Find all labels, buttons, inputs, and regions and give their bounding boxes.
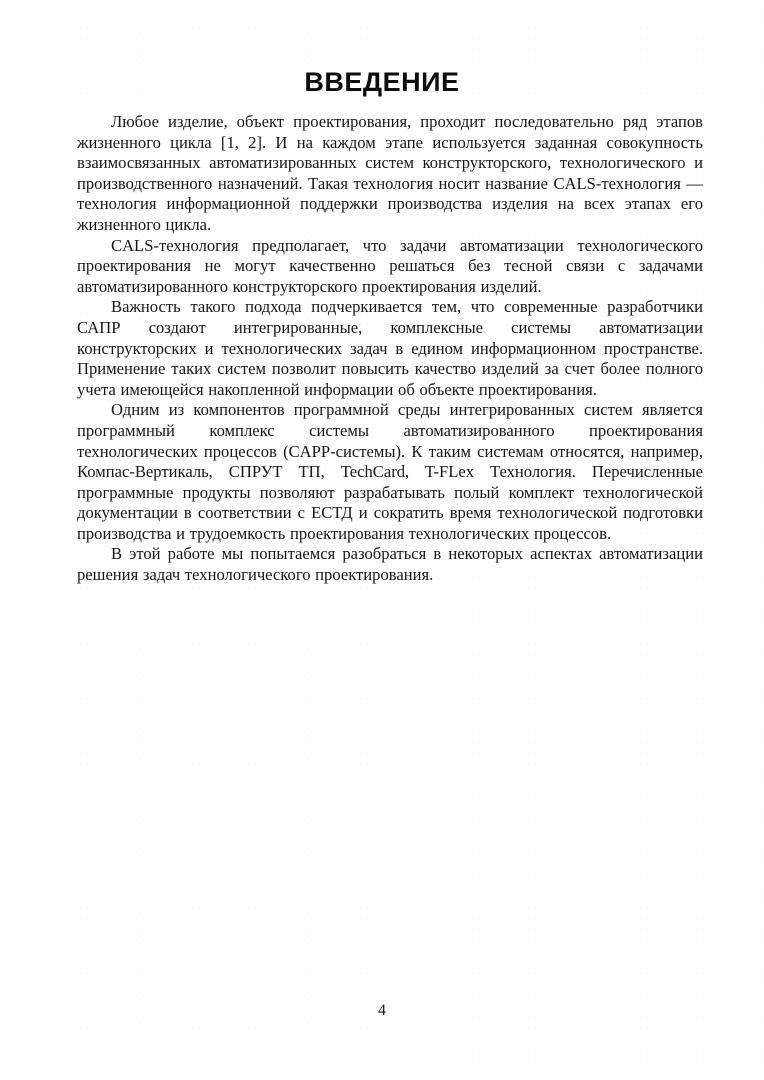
paragraph-1: Любое изделие, объект проектирования, проходит последовательно ряд этапов жизненного цикла [1, 2]. И на каждом этапе используется заданная совокупность взаимосвязанных автоматизированных систем конструкторского, технологического и производственного назначений. Такая технология носит название CALS-технология — технология информационной поддержки производства изделия на всех этапах его жизненного цикла. [77,112,703,234]
paragraph-5: В этой работе мы попытаемся разобраться в некоторых аспектах автоматизации решения задач технологического проектирования. [77,544,703,585]
page-title: ВВЕДЕНИЕ [304,67,460,97]
paragraph-3: Важность такого подхода подчеркивается тем, что современные разработчики САПР создают интегрированные, комплексные системы автоматизации конструкторских и технологических задач в едином информационном пространстве. Применение таких систем позволит повысить качество изделий за счет более полного учета имеющейся накопленной информации об объекте проектирования. [77,297,703,399]
paragraph-2: CALS-технология предполагает, что задачи автоматизации технологического проектирования не могут качественно решаться без тесной связи с задачами автоматизированного конструкторского проектирования изделий. [77,235,703,296]
introduction-text [77,112,703,586]
paragraph-4: Одним из компонентов программной среды интегрированных систем является программный комплекс системы автоматизированного проектирования технологических процессов (CAPP-системы). К таким системам относятся, например, Компас-Вертикаль, СПРУТ ТП, TechCard, T-FLex Технология. Перечисленные программные продукты позволяют разрабатывать полый комплект технологической документации в соответствии с ЕСТД и сократить время технологической подготовки производства и трудоемкость проектирования технологических процессов. [77,400,703,543]
page-number: 4 [378,1002,386,1019]
